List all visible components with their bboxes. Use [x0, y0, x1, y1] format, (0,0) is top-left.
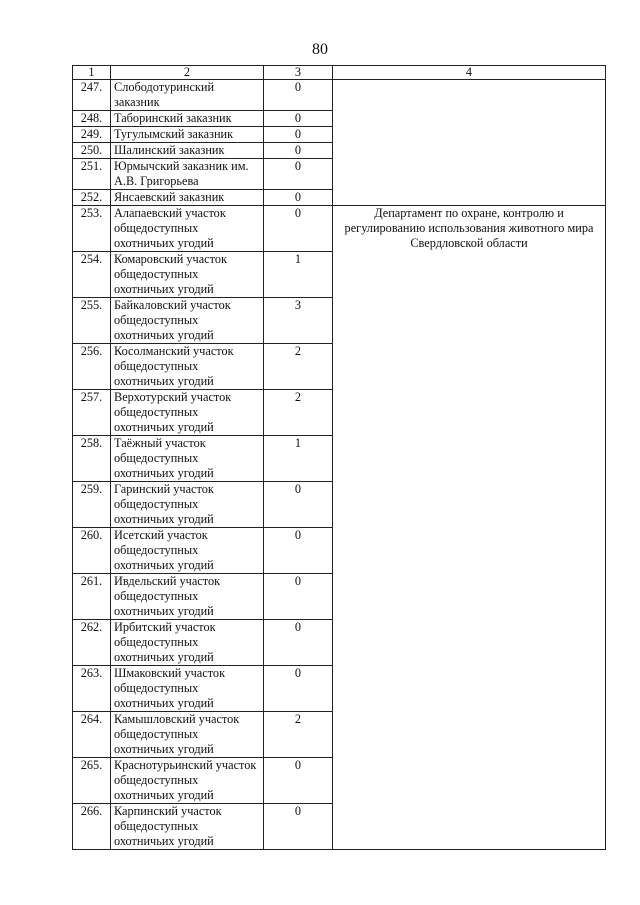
row-name: Янсаевский заказник: [111, 190, 264, 206]
row-value: 0: [264, 574, 333, 620]
row-number: 252.: [73, 190, 111, 206]
row-value: 0: [264, 143, 333, 159]
responsible-department-cell: [333, 206, 606, 850]
row-number: 265.: [73, 758, 111, 804]
row-value: 2: [264, 712, 333, 758]
row-name: Гаринский участок общедоступных охотничьих угодий: [111, 482, 264, 528]
row-value: 0: [264, 482, 333, 528]
row-number: 254.: [73, 252, 111, 298]
row-number: 257.: [73, 390, 111, 436]
row-name: Алапаевский участок общедоступных охотничьих угодий: [111, 206, 264, 252]
row-value: 0: [264, 666, 333, 712]
department-name: Департамент по охране, контролю и регулированию использования животного мира Свердловской области: [344, 206, 594, 250]
row-name: Карпинский участок общедоступных охотничьих угодий: [111, 804, 264, 850]
row-number: 262.: [73, 620, 111, 666]
row-name: Тугулымский заказник: [111, 127, 264, 143]
row-value: 0: [264, 159, 333, 190]
row-value: 0: [264, 206, 333, 252]
row-name: Исетский участок общедоступных охотничьих угодий: [111, 528, 264, 574]
row-name: Краснотурьинский участок общедоступных охотничьих угодий: [111, 758, 264, 804]
page-number: 80: [312, 41, 328, 58]
row-value: 0: [264, 620, 333, 666]
row-number: 259.: [73, 482, 111, 528]
row-value: 0: [264, 190, 333, 206]
header-cell-4: 4: [333, 66, 606, 80]
row-name: Слободотуринский заказник: [111, 80, 264, 111]
row-value: 3: [264, 298, 333, 344]
row-number: 264.: [73, 712, 111, 758]
row-name: Ивдельский участок общедоступных охотничьих угодий: [111, 574, 264, 620]
table-row: [73, 206, 606, 252]
row-name: Камышловский участок общедоступных охотничьих угодий: [111, 712, 264, 758]
row-number: 256.: [73, 344, 111, 390]
row-name: Верхотурский участок общедоступных охотничьих угодий: [111, 390, 264, 436]
table-row: [73, 80, 606, 111]
row-value: 2: [264, 390, 333, 436]
row-value: 1: [264, 436, 333, 482]
document-table: [72, 65, 606, 850]
row-value: 0: [264, 758, 333, 804]
row-number: 260.: [73, 528, 111, 574]
row-name: Байкаловский участок общедоступных охотничьих угодий: [111, 298, 264, 344]
row-number: 249.: [73, 127, 111, 143]
row-number: 255.: [73, 298, 111, 344]
table-body: [73, 66, 606, 850]
row-number: 253.: [73, 206, 111, 252]
row-number: 248.: [73, 111, 111, 127]
row-value: 0: [264, 804, 333, 850]
row-number: 261.: [73, 574, 111, 620]
row-number: 251.: [73, 159, 111, 190]
header-cell-2: 2: [111, 66, 264, 80]
empty-responsible-cell: [333, 80, 606, 206]
row-name: Комаровский участок общедоступных охотничьих угодий: [111, 252, 264, 298]
row-name: Таёжный участок общедоступных охотничьих угодий: [111, 436, 264, 482]
row-value: 0: [264, 111, 333, 127]
row-name: Юрмычский заказник им. А.В. Григорьева: [111, 159, 264, 190]
row-name: Ирбитский участок общедоступных охотничьих угодий: [111, 620, 264, 666]
table-header-row: [73, 66, 606, 80]
row-number: 247.: [73, 80, 111, 111]
header-cell-3: 3: [264, 66, 333, 80]
row-name: Косолманский участок общедоступных охотничьих угодий: [111, 344, 264, 390]
row-number: 250.: [73, 143, 111, 159]
row-value: 0: [264, 80, 333, 111]
row-number: 263.: [73, 666, 111, 712]
row-number: 258.: [73, 436, 111, 482]
row-name: Таборинский заказник: [111, 111, 264, 127]
row-value: 1: [264, 252, 333, 298]
row-value: 0: [264, 127, 333, 143]
row-number: 266.: [73, 804, 111, 850]
header-cell-1: 1: [73, 66, 111, 80]
row-name: Шалинский заказник: [111, 143, 264, 159]
row-value: 2: [264, 344, 333, 390]
row-name: Шмаковский участок общедоступных охотничьих угодий: [111, 666, 264, 712]
row-value: 0: [264, 528, 333, 574]
